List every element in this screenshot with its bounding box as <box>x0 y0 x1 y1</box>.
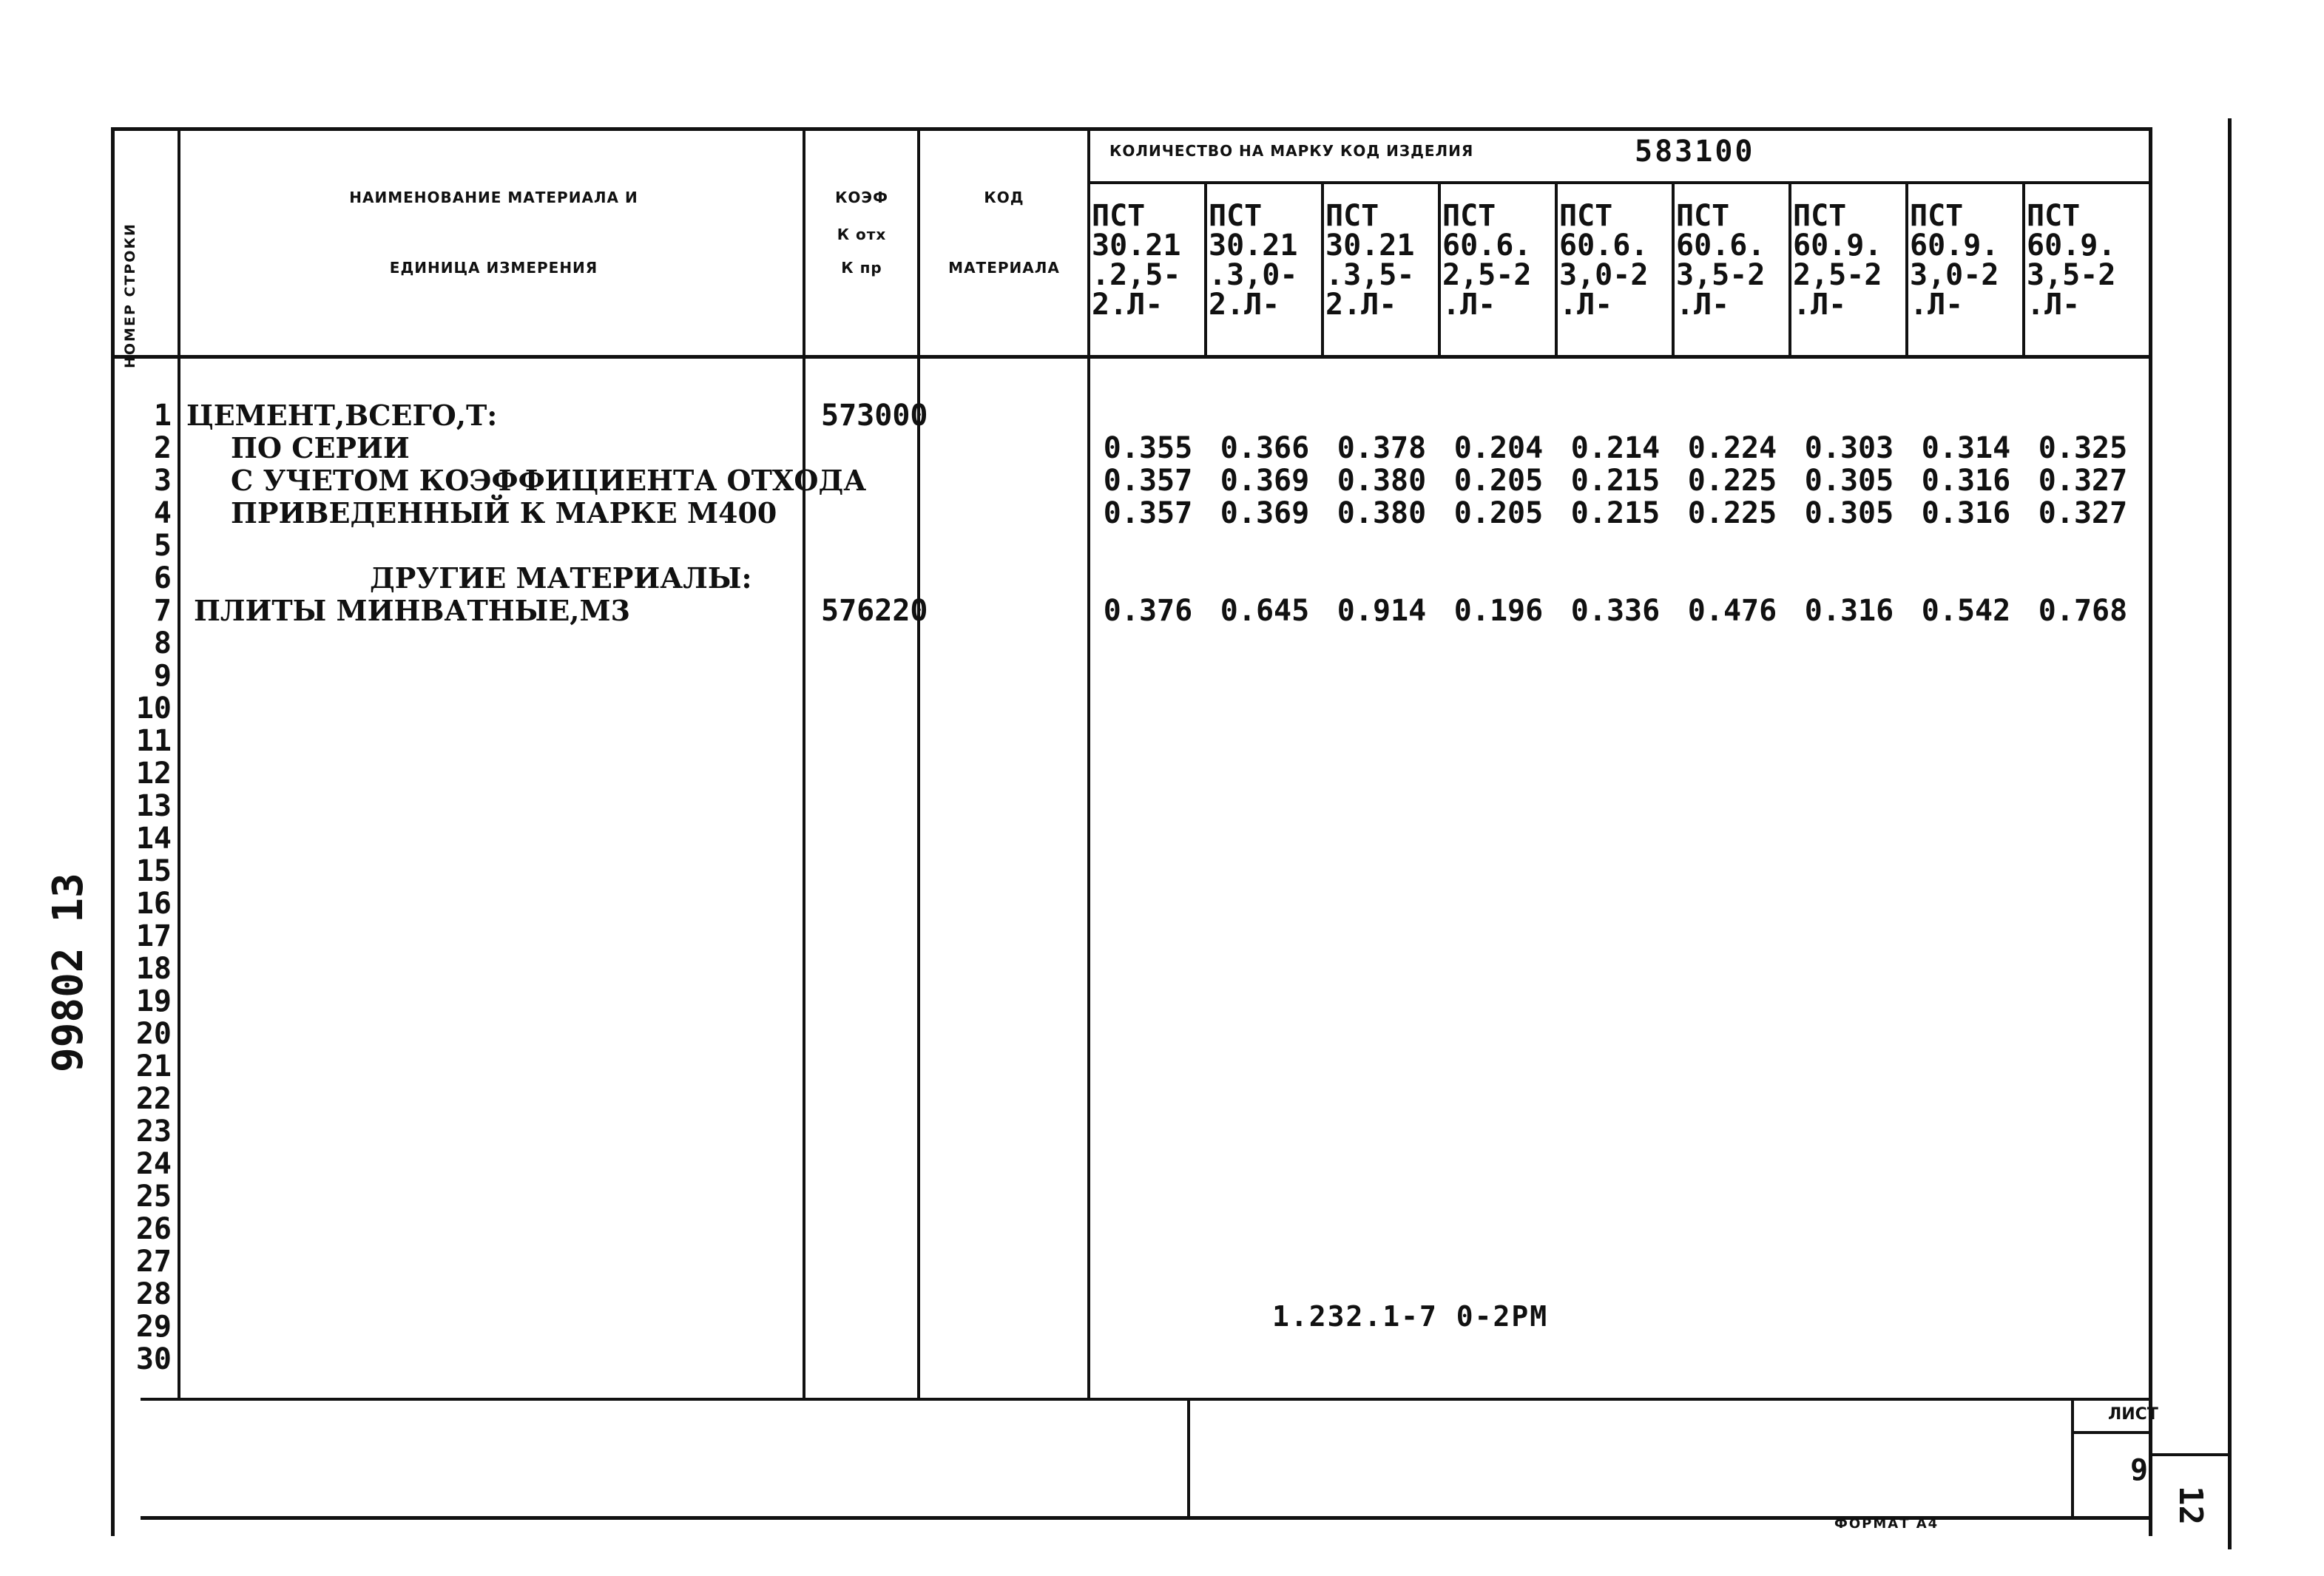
value-cell: 0.327 <box>2038 496 2128 530</box>
value-cell: 0.357 <box>1103 496 1193 530</box>
value-cell: 0.376 <box>1103 594 1193 628</box>
value-cell: 0.305 <box>1804 496 1894 530</box>
row-number: 3 <box>153 464 172 498</box>
prod-sep-8 <box>2022 181 2025 355</box>
footer-top <box>141 1398 2152 1401</box>
format-label: ФОРМАТ А4 <box>1834 1516 1939 1532</box>
value-cell: 0.316 <box>1804 594 1894 628</box>
frame-right <box>2149 127 2152 1536</box>
value-cell: 0.768 <box>2038 594 2128 628</box>
value-cell: 0.196 <box>1453 594 1544 628</box>
row-number: 17 <box>135 919 172 953</box>
row-4-name: ПРИВЕДЕННЫЙ К МАРКЕ М400 <box>231 496 777 530</box>
value-cell: 0.378 <box>1337 431 1427 465</box>
col-sep-code <box>1087 127 1090 1399</box>
row-number: 11 <box>135 724 172 758</box>
code-header-2: МАТЕРИАЛА <box>948 259 1060 277</box>
product-header-4: ПСТ 60.6. 2,5-2 .Л- <box>1442 199 1532 322</box>
value-cell: 0.355 <box>1103 431 1193 465</box>
prod-sep-3 <box>1438 181 1441 355</box>
row-number: 2 <box>153 431 172 465</box>
prod-sep-1 <box>1204 181 1207 355</box>
prod-sep-2 <box>1321 181 1324 355</box>
row-number: 12 <box>135 757 172 791</box>
value-cell: 0.225 <box>1687 496 1777 530</box>
value-cell: 0.204 <box>1453 431 1544 465</box>
frame-left <box>111 127 115 1536</box>
row-number: 28 <box>135 1277 172 1311</box>
row-2-name: ПО СЕРИИ <box>231 431 410 464</box>
product-code: 583100 <box>1635 135 1755 169</box>
value-cell: 0.305 <box>1804 464 1894 498</box>
row-number: 8 <box>153 626 172 660</box>
qty-header-split <box>1087 181 2152 184</box>
frame-top <box>111 127 2152 131</box>
value-cell: 0.215 <box>1570 464 1661 498</box>
value-cell: 0.214 <box>1570 431 1661 465</box>
value-cell: 0.316 <box>1921 496 2011 530</box>
sheet-number: 9 <box>2130 1453 2149 1487</box>
sheet-box-mid <box>2071 1431 2152 1434</box>
value-cell: 0.205 <box>1453 496 1544 530</box>
value-cell: 0.336 <box>1570 594 1661 628</box>
row-number-header: НОМЕР СТРОКИ <box>122 223 138 369</box>
value-cell: 0.224 <box>1687 431 1777 465</box>
col-sep-name <box>803 127 805 1399</box>
qty-header: КОЛИЧЕСТВО НА МАРКУ КОД ИЗДЕЛИЯ <box>1109 142 1474 160</box>
header-separator <box>111 355 2152 359</box>
row-6-name: ДРУГИЕ МАТЕРИАЛЫ: <box>370 561 752 595</box>
value-cell: 0.314 <box>1921 431 2011 465</box>
row-number: 16 <box>135 887 172 921</box>
row-number: 26 <box>135 1212 172 1246</box>
row-number: 29 <box>135 1310 172 1344</box>
row-number: 22 <box>135 1082 172 1116</box>
value-cell: 0.914 <box>1337 594 1427 628</box>
value-cell: 0.542 <box>1921 594 2011 628</box>
row-number: 30 <box>135 1342 172 1376</box>
outer-right-tick <box>2152 1453 2230 1456</box>
value-cell: 0.303 <box>1804 431 1894 465</box>
value-cell: 0.369 <box>1220 464 1310 498</box>
prod-sep-4 <box>1555 181 1558 355</box>
row-number: 1 <box>153 399 172 433</box>
row-7-code: 576220 <box>821 594 928 628</box>
row-number: 14 <box>135 822 172 856</box>
value-cell: 0.357 <box>1103 464 1193 498</box>
value-cell: 0.325 <box>2038 431 2128 465</box>
value-cell: 0.205 <box>1453 464 1544 498</box>
row-7-name: ПЛИТЫ МИНВАТНЫЕ,М3 <box>194 594 631 627</box>
row-1-name: ЦЕМЕНТ,ВСЕГО,Т: <box>186 399 498 432</box>
col-sep-rownum <box>178 127 180 1399</box>
value-cell: 0.476 <box>1687 594 1777 628</box>
row-number: 6 <box>153 561 172 595</box>
row-number: 25 <box>135 1180 172 1214</box>
value-cell: 0.366 <box>1220 431 1310 465</box>
row-number: 21 <box>135 1049 172 1083</box>
product-header-3: ПСТ 30.21 .3,5- 2.Л- <box>1325 199 1415 322</box>
row-number: 27 <box>135 1245 172 1279</box>
row-number: 13 <box>135 789 172 823</box>
outer-right-border <box>2228 118 2232 1549</box>
product-header-5: ПСТ 60.6. 3,0-2 .Л- <box>1559 199 1649 322</box>
coef-header-3: К пр <box>841 259 882 277</box>
row-number: 18 <box>135 952 172 986</box>
row-number: 19 <box>135 984 172 1018</box>
material-name-header-1: НАИМЕНОВАНИЕ МАТЕРИАЛА И <box>349 189 638 206</box>
value-cell: 0.380 <box>1337 464 1427 498</box>
value-cell: 0.380 <box>1337 496 1427 530</box>
coef-header-2: К отх <box>837 226 887 243</box>
value-cell: 0.369 <box>1220 496 1310 530</box>
row-number: 10 <box>135 691 172 726</box>
row-number: 4 <box>153 496 172 530</box>
footer-split <box>1187 1398 1190 1520</box>
product-header-9: ПСТ 60.9. 3,5-2 .Л- <box>2027 199 2116 322</box>
row-number: 20 <box>135 1017 172 1051</box>
code-header-1: КОД <box>984 189 1024 206</box>
value-cell: 0.215 <box>1570 496 1661 530</box>
row-number: 15 <box>135 854 172 888</box>
row-number: 9 <box>153 659 172 693</box>
row-number: 24 <box>135 1147 172 1181</box>
coef-header-1: КОЭФ <box>835 189 888 206</box>
prod-sep-7 <box>1905 181 1908 355</box>
value-cell: 0.225 <box>1687 464 1777 498</box>
row-number: 23 <box>135 1115 172 1149</box>
product-header-1: ПСТ 30.21 .2,5- 2.Л- <box>1092 199 1181 322</box>
row-1-code: 573000 <box>821 399 928 433</box>
row-number: 7 <box>153 594 172 628</box>
value-cell: 0.316 <box>1921 464 2011 498</box>
product-header-7: ПСТ 60.9. 2,5-2 .Л- <box>1793 199 1882 322</box>
value-cell: 0.645 <box>1220 594 1310 628</box>
prod-sep-6 <box>1788 181 1791 355</box>
row-3-name: С УЧЕТОМ КОЭФФИЦИЕНТА ОТХОДА <box>231 464 867 497</box>
row-number: 5 <box>153 529 172 563</box>
archive-stamp: 99802 13 <box>44 873 92 1072</box>
product-header-6: ПСТ 60.6. 3,5-2 .Л- <box>1676 199 1766 322</box>
col-sep-coef <box>917 127 920 1399</box>
side-page-number: 12 <box>2171 1486 2209 1525</box>
product-header-8: ПСТ 60.9. 3,0-2 .Л- <box>1910 199 1999 322</box>
sheet-label: ЛИСТ <box>2108 1405 2158 1424</box>
document-code: 1.232.1-7 0-2РМ <box>1272 1300 1549 1333</box>
material-name-header-2: ЕДИНИЦА ИЗМЕРЕНИЯ <box>389 259 598 277</box>
value-cell: 0.327 <box>2038 464 2128 498</box>
sheet-box-left <box>2071 1398 2074 1520</box>
product-header-2: ПСТ 30.21 .3,0- 2.Л- <box>1209 199 1298 322</box>
prod-sep-5 <box>1672 181 1675 355</box>
